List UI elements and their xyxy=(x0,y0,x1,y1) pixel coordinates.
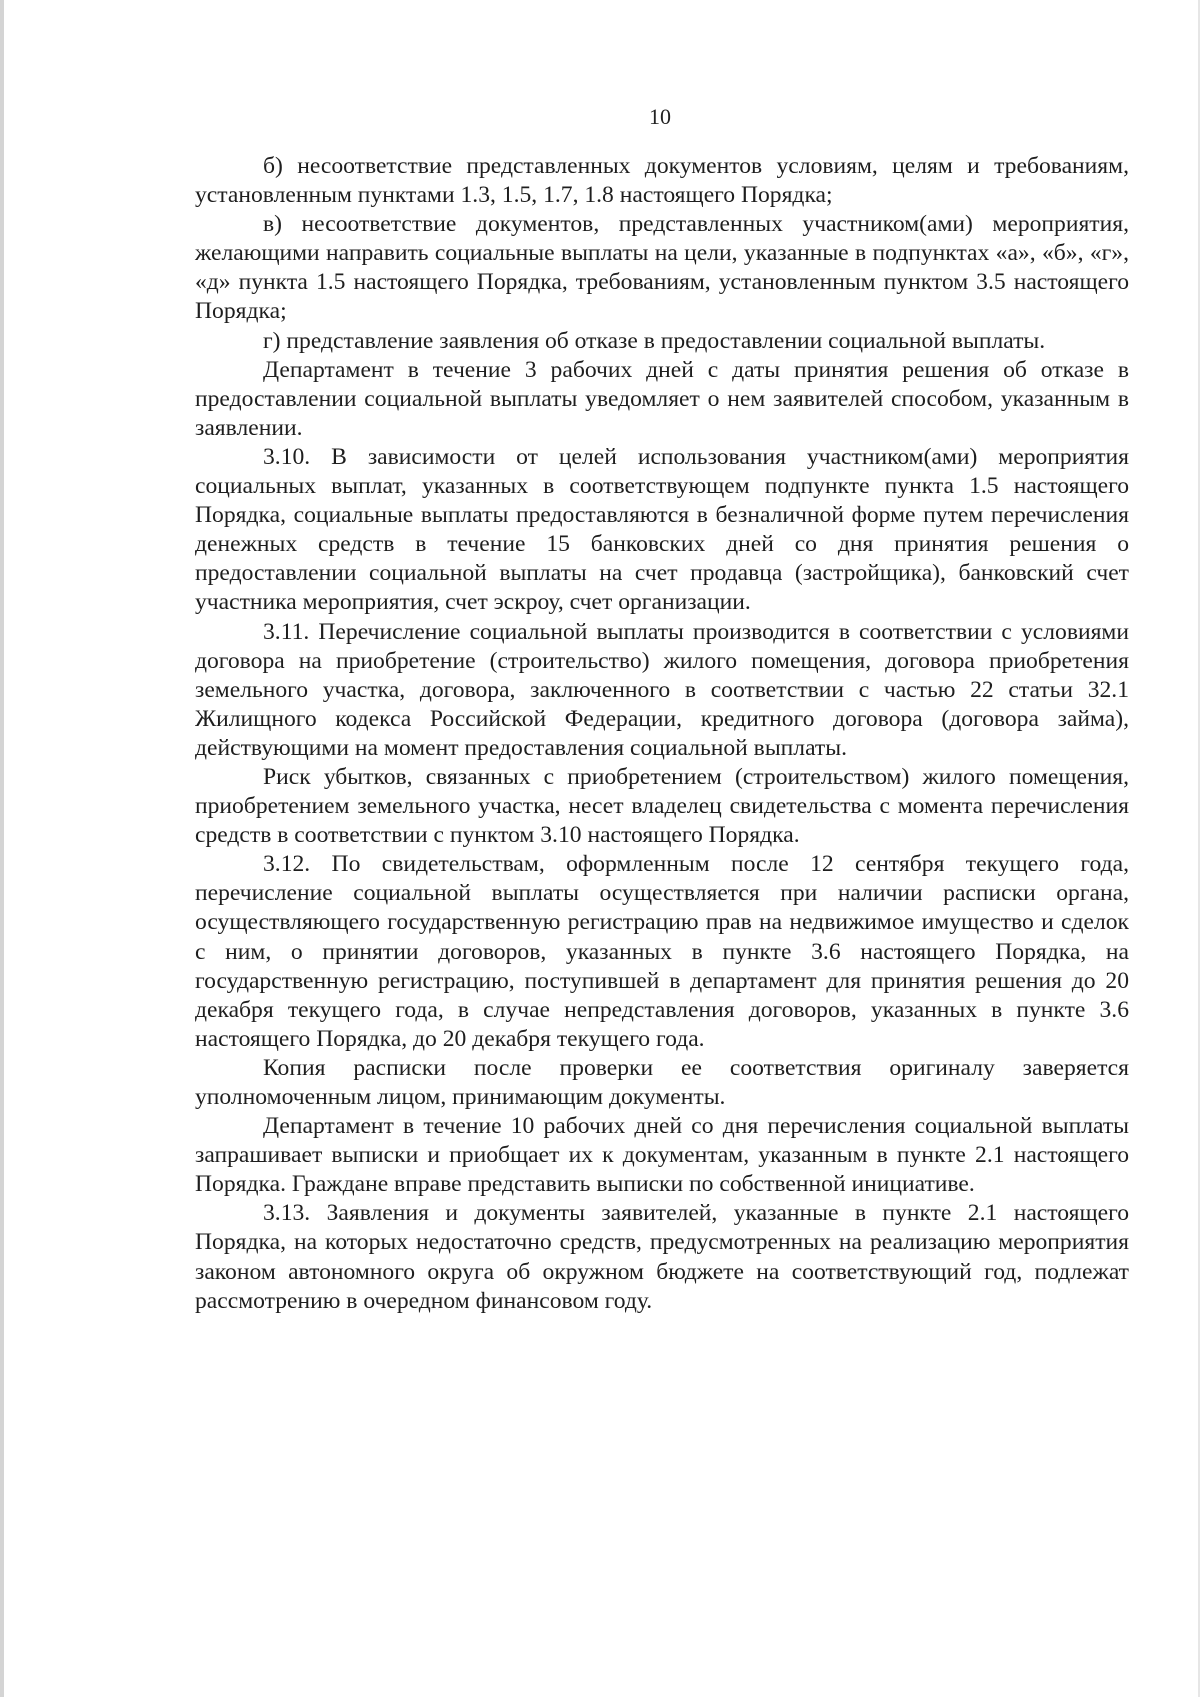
paragraph-item-g: г) представление заявления об отказе в предоставлении социальной выплаты. xyxy=(263,327,1046,354)
paragraph-receipt-copy: Копия расписки после проверки ее соответствия оригиналу заверяется уполномоченным лицом, принимающим документы. xyxy=(195,1054,1129,1110)
paragraph-item-b: б) несоответствие представленных документов условиям, целям и требованиям, установленным пунктами 1.3, 1.5, 1.7, 1.8 настоящего Порядка; xyxy=(195,153,1129,209)
paragraph-refusal-notice: Департамент в течение 3 рабочих дней с даты принятия решения об отказе в предоставлении социальной выплаты уведомляет о нем заявителей способом, указанным в заявлении. xyxy=(195,356,1129,441)
page-left-border xyxy=(0,0,4,1697)
paragraph-extracts-request: Департамент в течение 10 рабочих дней со дня перечисления социальной выплаты запрашивает выписки и приобщает их к документам, указанным в пункте 2.1 настоящего Порядка. Граждане вправе представить выписки по собственной инициативе. xyxy=(195,1113,1129,1198)
document-body xyxy=(195,152,1129,1316)
paragraph-item-v: в) несоответствие документов, представленных участником(ами) мероприятия, желающими направить социальные выплаты на цели, указанные в подпунктах «а», «б», «г», «д» пункта 1.5 настоящего Порядка, требованиям, установленным пунктом 3.5 настоящего Порядка; xyxy=(195,211,1129,325)
paragraph-3-13: 3.13. Заявления и документы заявителей, указанные в пункте 2.1 настоящего Порядка, на которых недостаточно средств, предусмотренных на реализацию мероприятия законом автономного округа об окружном бюджете на соответствующий год, подлежат рассмотрению в очередном финансовом году. xyxy=(195,1200,1129,1314)
paragraph-3-12: 3.12. По свидетельствам, оформленным после 12 сентября текущего года, перечисление социальной выплаты осуществляется при наличии расписки органа, осуществляющего государственную регистрацию прав на недвижимое имущество и сделок с ним, о принятии договоров, указанных в пункте 3.6 настоящего Порядка, на государственную регистрацию, поступившей в департамент для принятия решения до 20 декабря текущего года, в случае непредставления договоров, указанных в пункте 3.6 настоящего Порядка, до 20 декабря текущего года. xyxy=(195,851,1129,1052)
page-number: 10 xyxy=(649,104,671,129)
paragraph-3-10: 3.10. В зависимости от целей использования участником(ами) мероприятия социальных выплат, указанных в соответствующем подпункте пункта 1.5 настоящего Порядка, социальные выплаты предоставляются в безналичной форме путем перечисления денежных средств в течение 15 банковских дней со дня принятия решения о предоставлении социальной выплаты на счет продавца (застройщика), банковский счет участника мероприятия, счет эскроу, счет организации. xyxy=(195,443,1129,616)
paragraph-3-11: 3.11. Перечисление социальной выплаты производится в соответствии с условиями договора на приобретение (строительство) жилого помещения, договора приобретения земельного участка, договора, заключенного в соответствии с частью 22 статьи 32.1 Жилищного кодекса Российской Федерации, кредитного договора (договора займа), действующими на момент предоставления социальной выплаты. xyxy=(195,618,1129,761)
paragraph-loss-risk: Риск убытков, связанных с приобретением (строительством) жилого помещения, приобретением земельного участка, несет владелец свидетельства с момента перечисления средств в соответствии с пунктом 3.10 настоящего Порядка. xyxy=(195,763,1129,849)
